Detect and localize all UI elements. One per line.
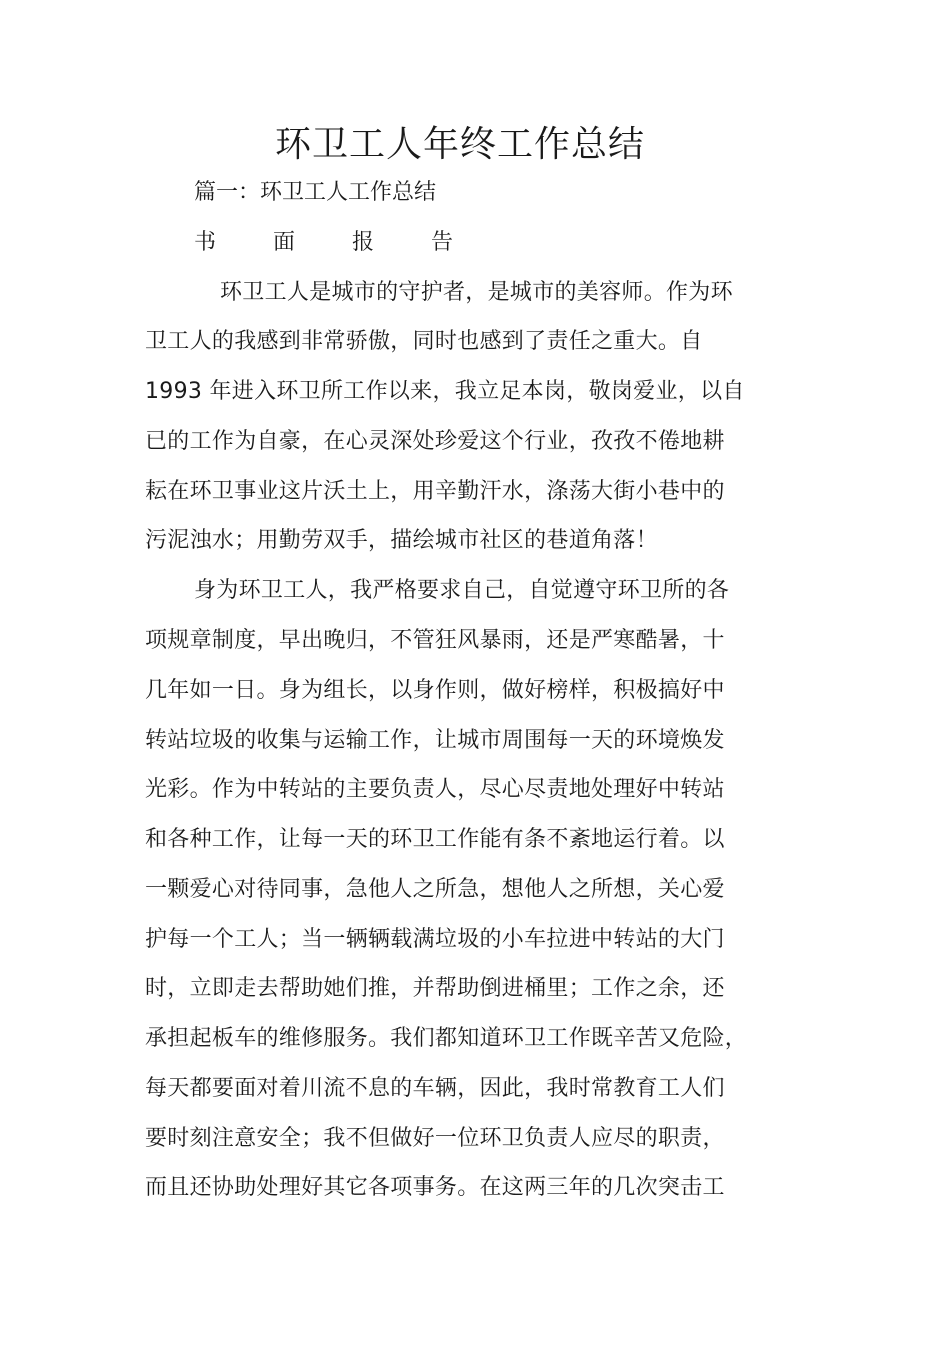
- body-line: 护每一个工人；当一辆辆载满垃圾的小车拉进中转站的大门: [145, 927, 725, 952]
- body-line: 光彩。作为中转站的主要负责人，尽心尽责地处理好中转站: [145, 777, 725, 802]
- body-line: 卫工人的我感到非常骄傲，同时也感到了责任之重大。自: [145, 329, 703, 354]
- report-heading: [194, 226, 483, 260]
- body-line: 时，立即走去帮助她们推，并帮助倒进桶里；工作之余，还: [145, 976, 725, 1001]
- body-line: 和各种工作，让每一天的环卫工作能有条不紊地运行着。以: [145, 827, 725, 852]
- body-line: 转站垃圾的收集与运输工作，让城市周围每一天的环境焕发: [145, 728, 725, 753]
- body-line: 承担起板车的维修服务。我们都知道环卫工作既辛苦又危险，: [145, 1026, 748, 1051]
- body-line: 环卫工人是城市的守护者，是城市的美容师。作为环: [220, 280, 733, 305]
- report-heading-char: 书: [194, 230, 217, 255]
- body-line: 污泥浊水；用勤劳双手，描绘城市社区的巷道角落！: [145, 528, 658, 553]
- body-line: 而且还协助处理好其它各项事务。在这两三年的几次突击工: [145, 1175, 725, 1200]
- body-line: 项规章制度，早出晚归，不管狂风暴雨，还是严寒酷暑，十: [145, 628, 725, 653]
- document-subtitle: 篇一：环卫工人工作总结: [194, 180, 437, 205]
- report-heading-char: 报: [352, 230, 375, 255]
- body-line: 身为环卫工人，我严格要求自己，自觉遵守环卫所的各: [194, 578, 730, 603]
- report-heading-char: 告: [431, 230, 454, 255]
- report-heading-char: 面: [273, 230, 296, 255]
- body-line: 一颗爱心对待同事，急他人之所急，想他人之所想，关心爱: [145, 877, 725, 902]
- body-line: 耘在环卫事业这片沃土上，用辛勤汗水，涤荡大街小巷中的: [145, 479, 725, 504]
- body-line: 每天都要面对着川流不息的车辆，因此，我时常教育工人们: [145, 1076, 725, 1101]
- body-line: 已的工作为自豪，在心灵深处珍爱这个行业，孜孜不倦地耕: [145, 429, 725, 454]
- document-title: 环卫工人年终工作总结: [274, 124, 645, 165]
- body-line: 要时刻注意安全；我不但做好一位环卫负责人应尽的职责，: [145, 1126, 725, 1151]
- body-line: 几年如一日。身为组长，以身作则，做好榜样，积极搞好中: [145, 678, 725, 703]
- body-line: 1993 年进入环卫所工作以来，我立足本岗，敬岗爱业，以自: [145, 379, 745, 404]
